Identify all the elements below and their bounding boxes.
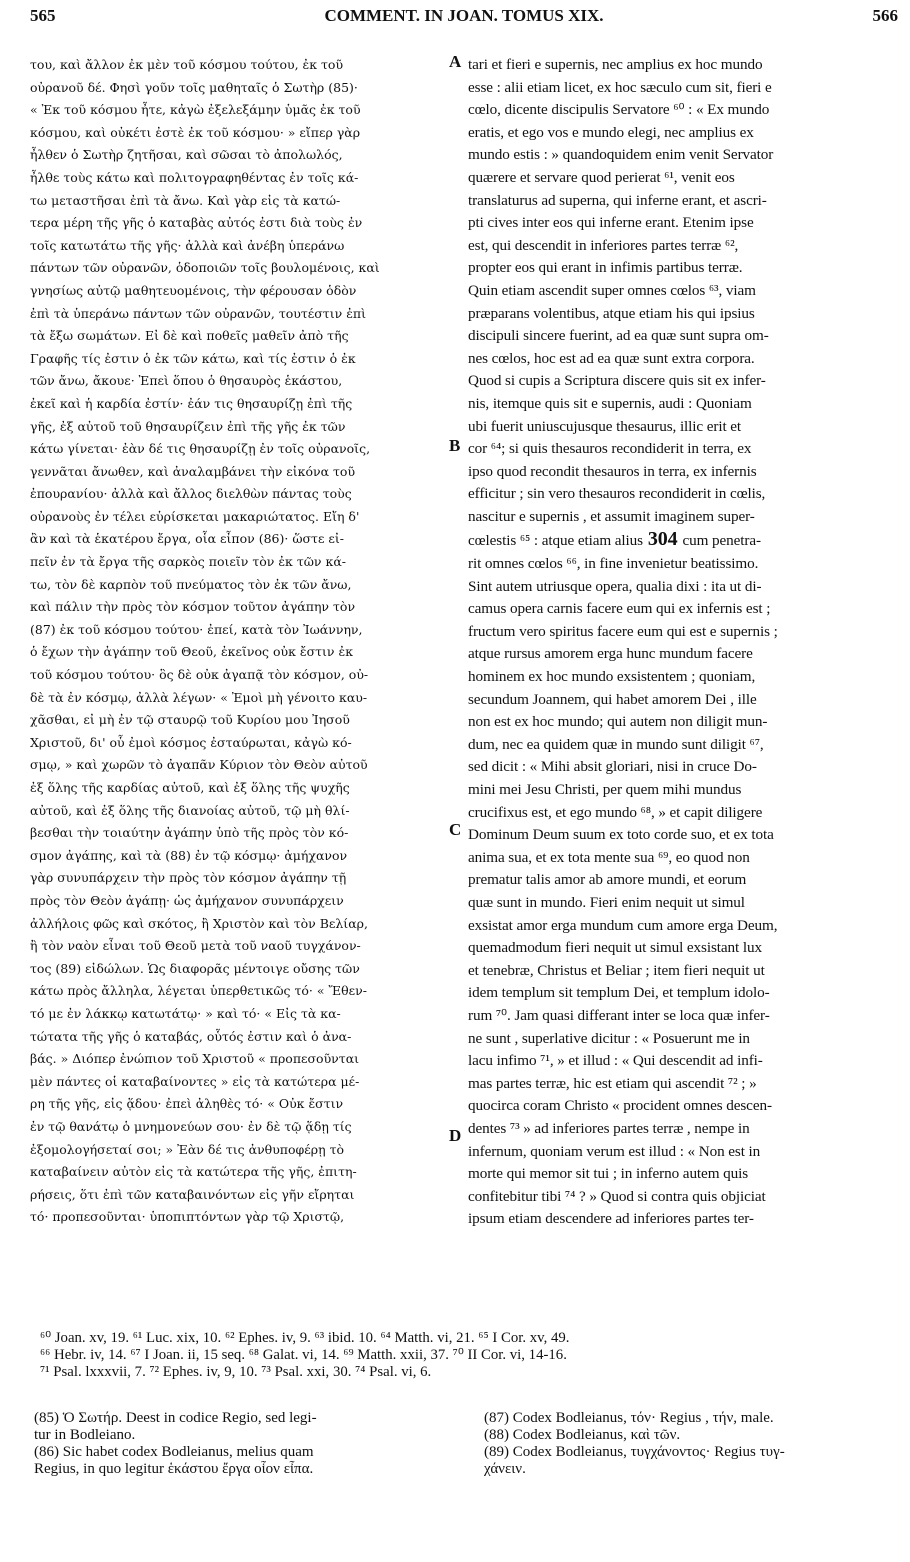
- latin-line: cœlo, dicente discipulis Servatore ⁶⁰ : « Ex mundo: [468, 101, 770, 119]
- section-marker-c: C: [449, 820, 462, 839]
- latin-line: discipuli sincere fuerint, ad ea quæ sunt supra om-: [468, 327, 769, 345]
- greek-line: κόσμου, καὶ οὐκέτι ἐστὲ ἐκ τοῦ κόσμου· » εἴπερ γὰρ: [30, 124, 361, 140]
- greek-line: τω μεταστῆσαι ἐπὶ τὰ ἄνω. Καὶ γὰρ εἰς τὰ κατώ-: [30, 192, 341, 208]
- note-line: χάνειν.: [484, 1461, 526, 1477]
- footnotes-left: [34, 1410, 454, 1478]
- latin-line: prematur talis amor ab amore mundi, et eorum: [468, 871, 747, 889]
- latin-line: ubi fuerit uniuscujusque thesaurus, illic erit et: [468, 417, 742, 435]
- greek-line: γὰρ συνυπάρχειν τὴν πρὸς τὸν κόσμον ἀγάπην τῇ: [30, 870, 347, 886]
- latin-line: ipsum etiam descendere ad inferiores partes ter-: [468, 1210, 754, 1228]
- greek-line: τὰ ἔξω σωμάτων. Εἰ δὲ καὶ ποθεῖς μαθεῖν ἀπὸ τῆς: [30, 328, 349, 344]
- page-mark-number: 304: [642, 528, 683, 551]
- latin-line: nes cœlos, hoc est ad ea quæ sunt extra corpora.: [468, 349, 755, 367]
- greek-line: ἐν τῷ θανάτῳ ὁ μνημονεύων σου· ἐν δὲ τῷ ᾅδῃ τίς: [30, 1118, 352, 1134]
- latin-line: rit omnes cœlos ⁶⁶, in fine invenietur beatissimo.: [468, 555, 759, 573]
- latin-line: tari et fieri e supernis, nec amplius ex hoc mundo: [468, 56, 763, 73]
- latin-line: cœlestis ⁶⁵ : atque etiam alius 304 cum penetra-: [468, 528, 761, 551]
- latin-line: cor ⁶⁴; si quis thesauros recondiderit in terra, ex: [468, 440, 752, 458]
- running-title: COMMENT. IN JOAN. TOMUS XIX.: [324, 6, 604, 25]
- greek-line: σμῳ, » καὶ χωρῶν τὸ ἀγαπᾶν Κύριον τὸν Θεὸν αὐτοῦ: [30, 757, 368, 773]
- latin-line: mini mei Jesu Christi, per quem mihi mundus: [468, 781, 742, 798]
- latin-line: confitebitur tibi ⁷⁴ ? » Quod si contra quis objiciat: [468, 1187, 766, 1205]
- latin-line: esse : alii etiam licet, ex hoc sæculo cum sit, fieri e: [468, 78, 772, 96]
- greek-line: κάτω γίνεται· ἐὰν δέ τις θησαυρίζῃ ἐν τοῖς οὐρανοῖς,: [30, 441, 371, 457]
- latin-line: fructum vero spiritus facere eum qui est e supernis ;: [468, 622, 778, 640]
- latin-line: eratis, et ego vos e mundo elegi, nec amplius ex: [468, 123, 754, 141]
- greek-line: τω, τὸν δὲ καρπὸν τοῦ πνεύματος τὸν ἐκ τῶν ἄνω,: [30, 576, 352, 592]
- latin-line: nis, itemque quis sit e supernis, audi : Quoniam: [468, 394, 752, 412]
- note-line: Regius, in quo legitur ἑκάστου ἔργα οἷον εἶπα.: [34, 1461, 314, 1477]
- page-number-right: 566: [872, 6, 898, 25]
- greek-line: ρήσεις, ὅτι ἐπὶ τῶν καταβαινόντων εἰς γῆν εἴρηται: [30, 1186, 355, 1202]
- greek-line: αὐτοῦ, καὶ ἐξ ὅλης τῆς διανοίας αὐτοῦ, τῷ μὴ θλί-: [30, 802, 350, 818]
- latin-line: pti cives inter eos qui inferne erant. Etenim ipse: [468, 214, 754, 232]
- latin-line: quemadmodum fieri nequit ut simul exsistant lux: [468, 939, 762, 957]
- greek-line: χᾶσθαι, εἰ μὴ ἐν τῷ σταυρῷ τοῦ Κυρίου μου Ἰησοῦ: [30, 712, 350, 728]
- greek-line: πρὸς τὸν Θεὸν ἀγάπῃ· ὡς ἀμήχανον συνυπάρχειν: [30, 892, 344, 908]
- greek-line: τῶν ἄνω, ἄκουε· Ἐπεὶ ὅπου ὁ θησαυρὸς ἑκάστου,: [30, 373, 343, 389]
- latin-line: non est ex hoc mundo; qui autem non diligit mun-: [468, 713, 768, 731]
- scripture-references: [40, 1330, 900, 1381]
- greek-line: κάτω πρὸς ἄλληλα, λέγεται ὑπερθετικῶς τό· « Ἔθεν-: [30, 983, 367, 999]
- greek-line: γνησίως αὐτῷ μαθητευομένοις, τὴν φέρουσαν ὁδὸν: [30, 282, 357, 298]
- latin-line: dentes ⁷³ » ad inferiores partes terræ , nempe in: [468, 1119, 750, 1137]
- greek-line: δὲ τὰ ἐν κόσμῳ, ἀλλὰ λέγων· « Ἐμοὶ μὴ γένοιτο καυ-: [30, 689, 368, 705]
- page-number-left: 565: [30, 6, 56, 25]
- latin-line: sed dicit : « Mihi absit gloriari, nisi in cruce Do-: [468, 758, 757, 776]
- greek-line: τερα μέρη τῆς γῆς ὁ καταβὰς αὐτός ἐστι διὰ τοὺς ἐν: [30, 215, 363, 231]
- latin-line: dum, nec ea quidem quæ in mundo sunt diligit ⁶⁷,: [468, 735, 764, 753]
- greek-line: ἢ τὸν ναὸν εἶναι τοῦ Θεοῦ μετὰ τοῦ ναοῦ τυγχάνον-: [30, 938, 361, 954]
- latin-line: quocirca coram Christo « procident omnes descen-: [468, 1097, 772, 1115]
- latin-line: ne sunt , superlative dicitur : « Posuerunt me in: [468, 1029, 750, 1047]
- greek-line: « Ἐκ τοῦ κόσμου ἦτε, κἀγὼ ἐξελεξάμην ὑμᾶς ἐκ τοῦ: [30, 102, 361, 118]
- greek-line: ἐκεῖ καὶ ἡ καρδία ἐστίν· ἐάν τις θησαυρίζῃ ἐπὶ τῆς: [30, 395, 353, 411]
- note-line: (88) Codex Bodleianus, καὶ τῶν.: [484, 1427, 681, 1443]
- greek-line: βεσθαι τὴν τοιαύτην ἀγάπην ὑπὸ τῆς πρὸς τὸν κό-: [30, 825, 349, 841]
- latin-line: efficitur ; sin vero thesauros recondiderit in cœlis,: [468, 485, 766, 503]
- section-marker-a: A: [449, 52, 462, 71]
- greek-line: ἀλλήλοις φῶς καὶ σκότος, ἢ Χριστὸν καὶ τὸν Βελίαρ,: [30, 915, 368, 931]
- latin-line: mas partes terræ, hic est etiam qui ascendit ⁷² ; »: [468, 1074, 757, 1092]
- greek-line: ἐπουρανίου· ἀλλὰ καὶ ἄλλος διελθὼν πάντας τοὺς: [30, 486, 352, 502]
- latin-line: nascitur e supernis , et assumit imaginem super-: [468, 507, 755, 525]
- latin-column: [468, 54, 883, 1231]
- latin-line: propter eos qui erant in infimis partibus terræ.: [468, 259, 743, 277]
- latin-line: quærere et servare quod perierat ⁶¹, venit eos: [468, 168, 735, 186]
- page-header: [30, 6, 898, 30]
- greek-line: τό· προπεσοῦνται· ὑποπιπτόντων γὰρ τῷ Χριστῷ,: [30, 1209, 345, 1225]
- greek-line: καταβαίνειν αὐτὸν εἰς τὰ κατώτερα τῆς γῆς, ἐπιτη-: [30, 1164, 357, 1180]
- latin-line: morte qui memor sit tui ; in inferno autem quis: [468, 1165, 749, 1183]
- reference-line: ⁷¹ Psal. lxxxvii, 7. ⁷² Ephes. iv, 9, 10. ⁷³ Psal. xxi, 30. ⁷⁴ Psal. vi, 6.: [40, 1364, 432, 1380]
- greek-line: Γραφῆς τίς ἐστιν ὁ ἐκ τῶν κάτω, καὶ τίς ἐστιν ὁ ἐκ: [30, 350, 356, 366]
- latin-line: Quin etiam ascendit super omnes cœlos ⁶³, viam: [468, 281, 756, 299]
- note-line: (85) Ὁ Σωτήρ. Deest in codice Regio, sed legi-: [34, 1410, 317, 1426]
- latin-line: infernum, quoniam verum est illud : « Non est in: [468, 1142, 761, 1160]
- greek-line: πεῖν ἐν τὰ ἔργα τῆς σαρκὸς ποιεῖν τὸν ἐκ τῶν κά-: [30, 554, 346, 570]
- greek-line: ἦλθε τοὺς κάτω καὶ πολιτογραφηθέντας ἐν τοῖς κά-: [30, 169, 359, 185]
- latin-line: Sint autem utriusque opera, qualia dixi : ita ut di-: [468, 577, 762, 595]
- greek-line: ρη τῆς γῆς, εἰς ᾅδου· ἐπεὶ ἀληθὲς τό· « Οὐκ ἔστιν: [30, 1096, 344, 1112]
- section-marker-d: D: [449, 1126, 462, 1145]
- latin-line: Dominum Deum suum ex toto corde suo, et ex tota: [468, 826, 774, 844]
- latin-line: lacu infimo ⁷¹, » et illud : « Qui descendit ad infi-: [468, 1052, 763, 1070]
- greek-line: ἐξ ὅλης τῆς καρδίας αὐτοῦ, καὶ ἐξ ὅλης τῆς ψυχῆς: [30, 780, 350, 795]
- note-line: (86) Sic habet codex Bodleianus, melius quam: [34, 1444, 314, 1460]
- reference-line: ⁶⁶ Hebr. iv, 14. ⁶⁷ I Joan. ii, 15 seq. ⁶⁸ Galat. vi, 14. ⁶⁹ Matth. xxii, 37. ⁷⁰ II Cor. vi, 14-16.: [40, 1347, 567, 1363]
- greek-line: οὐρανοῦ δέ. Φησὶ γοῦν τοῖς μαθηταῖς ὁ Σωτὴρ (85)·: [30, 79, 358, 95]
- greek-line: ὁ ἔχων τὴν ἀγάπην τοῦ Θεοῦ, ἐκεῖνος οὐκ ἔστιν ἐκ: [30, 644, 354, 660]
- greek-line: γεννᾶται ἄνωθεν, καὶ ἀναλαμβάνει τὴν εἰκόνα τοῦ: [30, 463, 356, 479]
- latin-line: crucifixus est, et ego mundo ⁶⁸, » et capit diligere: [468, 803, 763, 821]
- greek-line: μὲν πάντες οἱ καταβαίνοντες » εἰς τὰ κατώτερα μέ-: [30, 1073, 360, 1089]
- greek-line: ἦλθεν ὁ Σωτὴρ ζητῆσαι, καὶ σῶσαι τὸ ἀπολωλός,: [30, 147, 343, 163]
- latin-line: hominem ex hoc mundo exsistentem ; quoniam,: [468, 668, 756, 686]
- latin-line: ipso quod recondit thesauros in terra, ex infernis: [468, 462, 757, 480]
- latin-line: præparans volentibus, atque etiam his qui ipsius: [468, 304, 755, 322]
- latin-line: idem templum sit templum Dei, et templum idolo-: [468, 984, 770, 1002]
- greek-line: τώτατα τῆς γῆς ὁ καταβάς, οὗτός ἐστιν καὶ ὁ ἀνα-: [30, 1028, 352, 1044]
- latin-line: anima sua, et ex tota mente sua ⁶⁹, eo quod non: [468, 848, 750, 866]
- greek-line: τοῦ κόσμου τούτου· ὃς δὲ οὐκ ἀγαπᾷ τὸν κόσμον, οὐ-: [30, 667, 369, 683]
- footnotes-right: [484, 1410, 900, 1478]
- greek-line: ἂν καὶ τὰ ἑκατέρου ἔργα, οἷα εἶπον (86)· ὥστε εἰ-: [30, 531, 345, 547]
- note-line: tur in Bodleiano.: [34, 1427, 136, 1443]
- greek-line: γῆς, ἐξ αὐτοῦ τοῦ θησαυρίζειν ἐπὶ τῆς γῆς ἐκ τῶν: [30, 418, 346, 434]
- latin-line-continuation: cum penetra-: [682, 532, 761, 550]
- latin-line: est, qui descendit in inferiores partes terræ ⁶²,: [468, 236, 739, 254]
- latin-line: mundo estis : » quandoquidem enim venit Servator: [468, 146, 774, 164]
- latin-line: camus opera carnis facere eum qui ex infernis est ;: [468, 600, 771, 618]
- latin-line: atque rursus amorem erga hunc mundum facere: [468, 645, 753, 663]
- latin-line: translaturus ad superna, qui inferne erant, et ascri-: [468, 191, 767, 209]
- latin-line: rum ⁷⁰. Jam quasi differant inter se loca quæ infer-: [468, 1006, 770, 1024]
- latin-line: et tenebræ, Christus et Beliar ; item fieri nequit ut: [468, 961, 765, 979]
- greek-line: πάντων τῶν οὐρανῶν, ὁδοποιῶν τοῖς βουλομένοις, καὶ: [30, 260, 380, 276]
- greek-line: ἐξομολογήσεταί σοι; » Ἐὰν δέ τις ἀνθυποφέρῃ τὸ: [30, 1141, 345, 1157]
- greek-line: τοῖς κατωτάτω τῆς γῆς· ἀλλὰ καὶ ἀνέβη ὑπεράνω: [30, 237, 345, 253]
- section-marker-b: B: [449, 436, 461, 455]
- latin-line: Quod si cupis a Scriptura discere quis sit ex infer-: [468, 372, 766, 390]
- reference-line: ⁶⁰ Joan. xv, 19. ⁶¹ Luc. xix, 10. ⁶² Ephes. iv, 9. ⁶³ ibid. 10. ⁶⁴ Matth. vi, 21. ⁶⁵ I Cor. xv, 49.: [40, 1330, 570, 1346]
- greek-line: καὶ πάλιν τὴν πρὸς τὸν κόσμον τοῦτον ἀγάπην τὸν: [30, 599, 356, 615]
- latin-line: quæ sunt in mundo. Fieri enim nequit ut simul: [468, 893, 745, 911]
- greek-line: ἐπὶ τὰ ὑπεράνω πάντων τῶν οὐρανῶν, τουτέστιν ἐπὶ: [30, 305, 367, 321]
- greek-line: τος (89) εἰδώλων. Ὡς διαφορᾶς μέντοιγε οὔσης τῶν: [30, 960, 360, 976]
- greek-line: βάς. » Διόπερ ἐνώπιον τοῦ Χριστοῦ « προπεσοῦνται: [30, 1051, 360, 1067]
- greek-line: τό με ἐν λάκκῳ κατωτάτῳ· » καὶ τό· « Εἰς τὰ κα-: [30, 1005, 341, 1021]
- greek-line: του, καὶ ἄλλον ἐκ μὲν τοῦ κόσμου τούτου, ἐκ τοῦ: [30, 57, 344, 72]
- note-line: (87) Codex Bodleianus, τόν· Regius , τήν, male.: [484, 1410, 774, 1426]
- latin-line: exsistat amor erga mundum cum amore erga Deum,: [468, 916, 778, 934]
- greek-line: οὐρανοὺς ἐν τέλει εὑρίσκεται μακαριώτατος. Εἴη δ': [30, 508, 360, 524]
- greek-line: Χριστοῦ, δι' οὗ ἐμοὶ κόσμος ἐσταύρωται, κἀγὼ κό-: [30, 734, 352, 750]
- latin-line: secundum Joannem, qui habet amorem Dei , ille: [468, 690, 757, 708]
- greek-line: σμον ἀγάπης, καὶ τὰ (88) ἐν τῷ κόσμῳ· ἀμήχανον: [30, 847, 348, 863]
- note-line: (89) Codex Bodleianus, τυγχάνοντος· Regius τυγ-: [484, 1444, 785, 1460]
- greek-column: [30, 54, 445, 1229]
- greek-line: (87) ἐκ τοῦ κόσμου τούτου· ἐπεί, κατὰ τὸν Ἰωάννην,: [30, 621, 363, 637]
